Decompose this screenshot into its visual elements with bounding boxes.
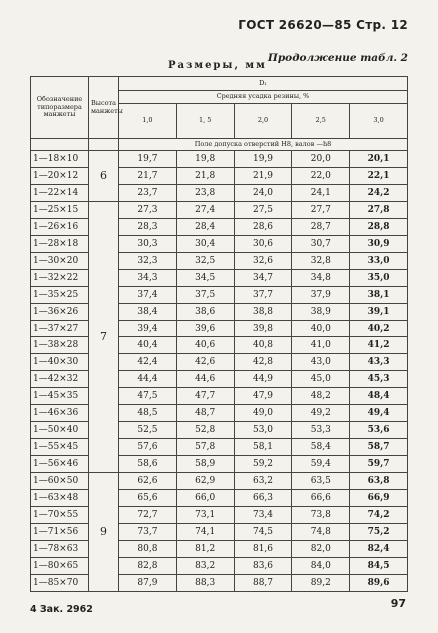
cuff-size-name: 1—35×25 [31, 286, 89, 303]
d1-value: 82,0 [292, 540, 350, 557]
d1-value: 47,7 [176, 388, 234, 405]
cuff-size-name: 1—32×22 [31, 269, 89, 286]
d1-value: 87,9 [119, 574, 177, 591]
d1-value: 43,3 [350, 354, 408, 371]
d1-value: 59,7 [350, 456, 408, 473]
d1-value: 22,0 [292, 167, 350, 184]
table-row [31, 473, 408, 490]
d1-value: 23,7 [119, 184, 177, 201]
d1-value: 20,0 [292, 151, 350, 168]
d1-value: 74,8 [292, 523, 350, 540]
d1-value: 21,9 [234, 167, 292, 184]
d1-value: 27,8 [350, 201, 408, 218]
shrink-value: 2,5 [292, 104, 350, 139]
page-number: 97 [390, 597, 406, 610]
d1-value: 53,3 [292, 422, 350, 439]
d1-value: 44,9 [234, 371, 292, 388]
d1-value: 34,5 [176, 269, 234, 286]
d1-value: 82,4 [350, 540, 408, 557]
d1-value: 80,8 [119, 540, 177, 557]
shrink-header: Средняя усадка резины, % [119, 91, 408, 104]
d1-value: 73,1 [176, 507, 234, 524]
order-number: 4 Зак. 2962 [30, 604, 93, 615]
d1-value: 73,4 [234, 507, 292, 524]
d1-value: 48,5 [119, 405, 177, 422]
d1-value: 63,2 [234, 473, 292, 490]
table-row [31, 269, 408, 286]
d1-header: D₁ [119, 77, 408, 91]
cuff-height: 7 [89, 201, 119, 472]
d1-value: 32,5 [176, 252, 234, 269]
cuff-size-name: 1—56×46 [31, 456, 89, 473]
d1-value: 24,2 [350, 184, 408, 201]
shrink-value: 1, 5 [176, 104, 234, 139]
cuff-size-name: 1—70×55 [31, 507, 89, 524]
d1-value: 62,9 [176, 473, 234, 490]
d1-value: 28,7 [292, 218, 350, 235]
table-row [31, 184, 408, 201]
d1-value: 39,6 [176, 320, 234, 337]
d1-value: 39,8 [234, 320, 292, 337]
table-row [31, 320, 408, 337]
d1-value: 27,5 [234, 201, 292, 218]
d1-value: 74,2 [350, 507, 408, 524]
cuff-size-name: 1—71×56 [31, 523, 89, 540]
d1-value: 28,8 [350, 218, 408, 235]
d1-value: 74,1 [176, 523, 234, 540]
table-row [31, 337, 408, 354]
d1-value: 53,6 [350, 422, 408, 439]
d1-value: 38,4 [119, 303, 177, 320]
d1-value: 41,2 [350, 337, 408, 354]
d1-value: 28,3 [119, 218, 177, 235]
cuff-size-name: 1—46×36 [31, 405, 89, 422]
d1-value: 57,6 [119, 439, 177, 456]
table-row [31, 201, 408, 218]
d1-value: 38,9 [292, 303, 350, 320]
cuff-size-name: 1—63×48 [31, 490, 89, 507]
table-title: Размеры, мм [168, 60, 267, 71]
cuff-size-name: 1—42×32 [31, 371, 89, 388]
d1-value: 40,8 [234, 337, 292, 354]
d1-value: 42,8 [234, 354, 292, 371]
d1-value: 30,6 [234, 235, 292, 252]
d1-value: 40,4 [119, 337, 177, 354]
table-continuation-label: Продолжение табл. 2 [267, 52, 408, 64]
d1-value: 84,5 [350, 557, 408, 574]
d1-value: 45,3 [350, 371, 408, 388]
d1-value: 33,0 [350, 252, 408, 269]
d1-value: 48,4 [350, 388, 408, 405]
d1-value: 48,2 [292, 388, 350, 405]
d1-value: 30,3 [119, 235, 177, 252]
d1-value: 57,8 [176, 439, 234, 456]
d1-value: 73,8 [292, 507, 350, 524]
table-row [31, 574, 408, 591]
d1-value: 42,6 [176, 354, 234, 371]
cuff-size-name: 1—26×16 [31, 218, 89, 235]
d1-value: 27,4 [176, 201, 234, 218]
col-height-header: Высота манжеты [89, 77, 119, 139]
table-row [31, 388, 408, 405]
d1-value: 62,6 [119, 473, 177, 490]
d1-value: 66,0 [176, 490, 234, 507]
d1-value: 66,6 [292, 490, 350, 507]
cuff-size-name: 1—60×50 [31, 473, 89, 490]
d1-value: 27,3 [119, 201, 177, 218]
d1-value: 28,6 [234, 218, 292, 235]
shrink-value: 3,0 [350, 104, 408, 139]
cuff-size-name: 1—85×70 [31, 574, 89, 591]
d1-value: 48,7 [176, 405, 234, 422]
table-row [31, 371, 408, 388]
table-row [31, 422, 408, 439]
d1-value: 53,0 [234, 422, 292, 439]
d1-value: 45,0 [292, 371, 350, 388]
d1-value: 58,7 [350, 439, 408, 456]
table-row [31, 523, 408, 540]
d1-value: 88,3 [176, 574, 234, 591]
d1-value: 19,7 [119, 151, 177, 168]
d1-value: 49,4 [350, 405, 408, 422]
table-row [31, 218, 408, 235]
d1-value: 65,6 [119, 490, 177, 507]
d1-value: 47,5 [119, 388, 177, 405]
d1-value: 30,4 [176, 235, 234, 252]
cuff-size-name: 1—36×26 [31, 303, 89, 320]
d1-value: 42,4 [119, 354, 177, 371]
d1-value: 22,1 [350, 167, 408, 184]
cuff-height: 6 [89, 151, 119, 202]
d1-value: 58,4 [292, 439, 350, 456]
standard-header: ГОСТ 26620—85 Стр. 12 [238, 18, 408, 32]
cuff-size-name: 1—37×27 [31, 320, 89, 337]
d1-value: 72,7 [119, 507, 177, 524]
d1-value: 37,5 [176, 286, 234, 303]
d1-value: 58,6 [119, 456, 177, 473]
d1-value: 30,9 [350, 235, 408, 252]
cuff-size-name: 1—80×65 [31, 557, 89, 574]
d1-value: 81,2 [176, 540, 234, 557]
cuff-size-name: 1—40×30 [31, 354, 89, 371]
d1-value: 52,8 [176, 422, 234, 439]
d1-value: 21,7 [119, 167, 177, 184]
cuff-size-name: 1—55×45 [31, 439, 89, 456]
table-row [31, 252, 408, 269]
cuff-size-name: 1—45×35 [31, 388, 89, 405]
table-row [31, 167, 408, 184]
d1-value: 59,4 [292, 456, 350, 473]
d1-value: 32,8 [292, 252, 350, 269]
d1-value: 43,0 [292, 354, 350, 371]
dimensions-table [30, 76, 408, 592]
table-row [31, 507, 408, 524]
d1-value: 38,1 [350, 286, 408, 303]
d1-value: 81,6 [234, 540, 292, 557]
d1-value: 35,0 [350, 269, 408, 286]
d1-value: 66,3 [234, 490, 292, 507]
d1-value: 49,0 [234, 405, 292, 422]
table-row [31, 540, 408, 557]
d1-value: 44,6 [176, 371, 234, 388]
d1-value: 83,6 [234, 557, 292, 574]
d1-value: 40,6 [176, 337, 234, 354]
d1-value: 37,7 [234, 286, 292, 303]
cuff-size-name: 1—28×18 [31, 235, 89, 252]
d1-value: 88,7 [234, 574, 292, 591]
d1-value: 24,1 [292, 184, 350, 201]
cuff-size-name: 1—20×12 [31, 167, 89, 184]
cuff-height: 9 [89, 473, 119, 592]
d1-value: 39,1 [350, 303, 408, 320]
cuff-size-name: 1—50×40 [31, 422, 89, 439]
cuff-size-name: 1—25×15 [31, 201, 89, 218]
table-row [31, 151, 408, 168]
table-row [31, 439, 408, 456]
d1-value: 32,3 [119, 252, 177, 269]
d1-value: 59,2 [234, 456, 292, 473]
d1-value: 73,7 [119, 523, 177, 540]
table-row [31, 354, 408, 371]
cuff-size-name: 1—18×10 [31, 151, 89, 168]
d1-value: 82,8 [119, 557, 177, 574]
shrink-value: 1,0 [119, 104, 177, 139]
d1-value: 89,6 [350, 574, 408, 591]
d1-value: 20,1 [350, 151, 408, 168]
table-row [31, 235, 408, 252]
d1-value: 40,2 [350, 320, 408, 337]
cuff-size-name: 1—30×20 [31, 252, 89, 269]
d1-value: 30,7 [292, 235, 350, 252]
table-body [31, 151, 408, 592]
d1-value: 28,4 [176, 218, 234, 235]
d1-value: 39,4 [119, 320, 177, 337]
d1-value: 32,6 [234, 252, 292, 269]
d1-value: 34,8 [292, 269, 350, 286]
d1-value: 34,3 [119, 269, 177, 286]
d1-value: 83,2 [176, 557, 234, 574]
d1-value: 47,9 [234, 388, 292, 405]
d1-value: 63,8 [350, 473, 408, 490]
d1-value: 19,9 [234, 151, 292, 168]
table-row [31, 405, 408, 422]
d1-value: 23,8 [176, 184, 234, 201]
d1-value: 21,8 [176, 167, 234, 184]
d1-value: 37,4 [119, 286, 177, 303]
d1-value: 75,2 [350, 523, 408, 540]
d1-value: 84,0 [292, 557, 350, 574]
d1-value: 58,9 [176, 456, 234, 473]
tolerance-header: Поле допуска отверстий Н8, валов —h8 [119, 139, 408, 151]
d1-value: 74,5 [234, 523, 292, 540]
table-row [31, 286, 408, 303]
table-row [31, 557, 408, 574]
d1-value: 66,9 [350, 490, 408, 507]
table-row [31, 490, 408, 507]
d1-value: 38,8 [234, 303, 292, 320]
table-row [31, 303, 408, 320]
col-name-header: Обозначение типоразмера манжеты [31, 77, 89, 139]
d1-value: 89,2 [292, 574, 350, 591]
d1-value: 40,0 [292, 320, 350, 337]
d1-value: 44,4 [119, 371, 177, 388]
d1-value: 27,7 [292, 201, 350, 218]
cuff-size-name: 1—38×28 [31, 337, 89, 354]
d1-value: 37,9 [292, 286, 350, 303]
d1-value: 41,0 [292, 337, 350, 354]
d1-value: 58,1 [234, 439, 292, 456]
cuff-size-name: 1—78×63 [31, 540, 89, 557]
d1-value: 49,2 [292, 405, 350, 422]
table-row [31, 456, 408, 473]
d1-value: 19,8 [176, 151, 234, 168]
d1-value: 24,0 [234, 184, 292, 201]
d1-value: 34,7 [234, 269, 292, 286]
shrink-value: 2,0 [234, 104, 292, 139]
d1-value: 38,6 [176, 303, 234, 320]
d1-value: 52,5 [119, 422, 177, 439]
cuff-size-name: 1—22×14 [31, 184, 89, 201]
d1-value: 63,5 [292, 473, 350, 490]
